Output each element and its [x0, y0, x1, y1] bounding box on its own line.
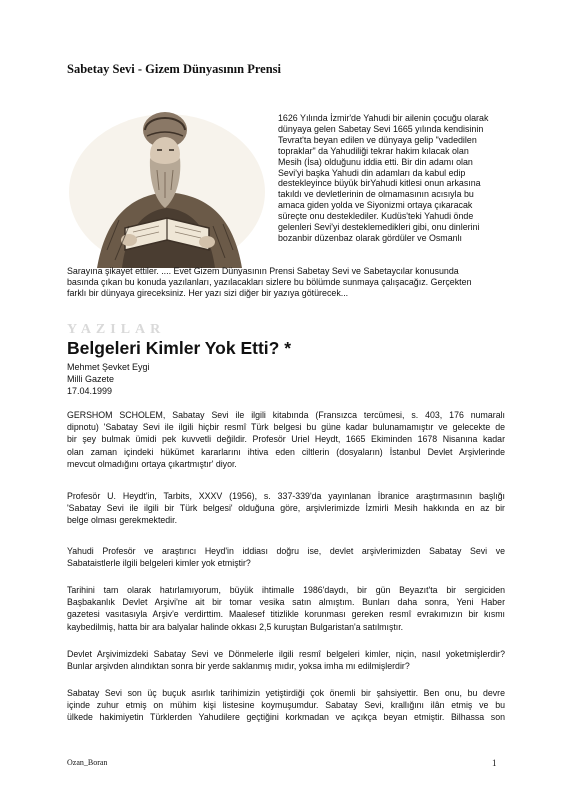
paragraph-line: GERSHOM SCHOLEM, Sabatay Sevi ile ilgili kitabında (Fransızca tercümesi, s. 403, 176 numaralı [67, 410, 505, 420]
intro-line: farklı bir dünyaya gireceksiniz. Her yazı sizi diğer bir yazıya götürecek... [67, 287, 349, 298]
footer-author: Ozan_Boran [67, 758, 108, 767]
intro-line: basında çıkan bu konuda yazılanları, yazılacakları sizlere bu bölümde sunmaya çalışacağız. Gerçekten [67, 276, 472, 287]
intro-line: süreçte onu desteklediler. Kudüs'teki Yahudi önde [278, 211, 474, 222]
article-paragraph-4 [67, 584, 505, 633]
paragraph-line: belge olması gerekmektedir. [67, 515, 178, 526]
paragraph-line: Devlet Arşivimizdeki Sabatay Sevi ve Dönmelerle ilgili resmî belgeleri kimler, niçin, nasıl yoketmişlerdir? [67, 649, 505, 659]
paragraph-line: Yahudi Profesör ve araştırıcı Heyd'in iddiası doğru ise, devlet arşivlerimizden Sabatay Sevi ve [67, 546, 505, 556]
intro-line: topraklar" da Yahudiliği tekrar hakim kılacak olan [278, 145, 469, 156]
paragraph-line: içinde zuhur etmiş on mühim kişi listesine koymuşumdur. Sabatay Sevi, krallığını ilân etmiş ve bu [67, 700, 505, 711]
page-header-title: Sabetay Sevi - Gizem Dünyasının Prensi [67, 62, 282, 76]
paragraph-line: Sabatay Sevi son üç buçuk asırlık tarihimizin yetiştirdiği çok önemli bir şahsiyettir. Ben onu, bu devre [67, 688, 505, 698]
paragraph-line: bir şey bulmak ümidi pek kuvvetli değildir. Profesör Uriel Heydt, 1665 Ekiminden 1678 Nisanına kadar [67, 434, 505, 445]
paragraph-line: mevcut olmadığını ortaya çıkartmıştır' diyor. [67, 458, 237, 469]
intro-line: takıldı ve devletlerinin de olmamasının acısıyla bu [278, 189, 474, 200]
article-paragraph-2 [67, 490, 505, 527]
article-title: Belgeleri Kimler Yok Etti? * [67, 338, 292, 358]
section-label: YAZILAR [67, 322, 166, 337]
paragraph-line: olan zaman içindeki hükümet kararlarını ihtiva eden ciltlerin (dosyaların) İstanbul Devlet Arşivlerinde [67, 446, 505, 457]
publication-name: Milli Gazete [67, 374, 115, 385]
intro-line: Sarayına şikayet ettiler. .... Evet Gizem Dünyasının Prensi Sabetay Sevi ve Sabetaycılar konusunda [67, 266, 459, 276]
article-paragraph-3 [67, 545, 505, 569]
intro-line: bozanbir düzenbaz olarak gördüler ve Osmanlı [278, 232, 463, 243]
intro-text-block [278, 113, 503, 244]
paragraph-line: 'Sabatay Sevi ile ilgili bir Türk belgesi' olduğuna göre, arşivlerimizde İzmirli Mesih hakkında en az bir [67, 503, 505, 514]
paragraph-line: ülkede hakimiyetin Türklerden Yahudilere geçtiğini korkmadan ve açıkça beyan etmiştir. Bilhassa son [67, 712, 505, 723]
author-name: Mehmet Şevket Eygi [67, 362, 150, 372]
paragraph-line: dipnotu) 'Sabatay Sevi ile ilgili hiçbir resmî Türk belgesi bu güne kadar bulunamamıştır ve gelecekte de [67, 422, 505, 433]
paragraph-line: gazetesi vasıtasıyla Arşiv'e verdirttim. Maalesef titizlikle korunması gereken resmî evrakımızın bir kısmı [67, 609, 505, 620]
intro-line: 1626 Yılında İzmir'de Yahudi bir ailenin çocuğu olarak [278, 113, 489, 123]
paragraph-line: Sabataistlerle ilgili belgeleri kimler yok etmiştir? [67, 558, 251, 569]
intro-line: Mesih (İsa) olduğunu iddia etti. Bir din adamı olan [278, 156, 473, 167]
paragraph-line: Başbakanlık Devlet Arşivi'ne ait bir tomar vesika satın almıştım. Bunları daha sonra, Yeni Haber [67, 597, 505, 608]
article-meta [67, 361, 150, 398]
intro-line: gelenleri Sevi'yi desteklemedikleri gibi, onu dinlerini [278, 222, 480, 233]
paragraph-line: kaybedilmiş, hatta bir ara balyalar halinde okkası 2,5 kuruştan Bulgaristan'a satılmıştır. [67, 621, 404, 632]
paragraph-line: Tarihini tam olarak hatırlamıyorum, büyük ihtimalle 1986'daydı, bir gün Beyazıt'ta bir sergiciden [67, 585, 505, 595]
article-paragraph-1 [67, 409, 505, 470]
paragraph-line: Bunlar arşivden alındıktan sonra bir yerde saklanmış mıdır, yoksa imha mı edilmişlerdir? [67, 661, 410, 672]
publication-date: 17.04.1999 [67, 386, 113, 397]
intro-line: dünyaya gelen Sabetay Sevi 1665 yılında kendisinin [278, 123, 484, 134]
article-paragraph-5 [67, 648, 505, 672]
intro-continuation [67, 266, 507, 299]
intro-line: Sevi'yi başka Yahudi din adamları da kabul edip [278, 167, 466, 178]
intro-line: destekleyince büyük birYahudi kitlesi onun arkasına [278, 178, 481, 189]
portrait-engraving [67, 100, 267, 268]
intro-line: amaca giden yolda ve Siyonizmi ortaya çıkaracak [278, 200, 473, 211]
page-number: 1 [492, 758, 497, 768]
paragraph-line: Profesör U. Heydt'in, Tarbits, XXXV (1956), s. 337-339'da yayınlanan İbranice araştırmasının başlığı [67, 491, 505, 501]
intro-line: Tevrat'ta beyan edilen ve dünyaya gelip "vadedilen [278, 134, 477, 145]
article-paragraph-6 [67, 687, 505, 724]
